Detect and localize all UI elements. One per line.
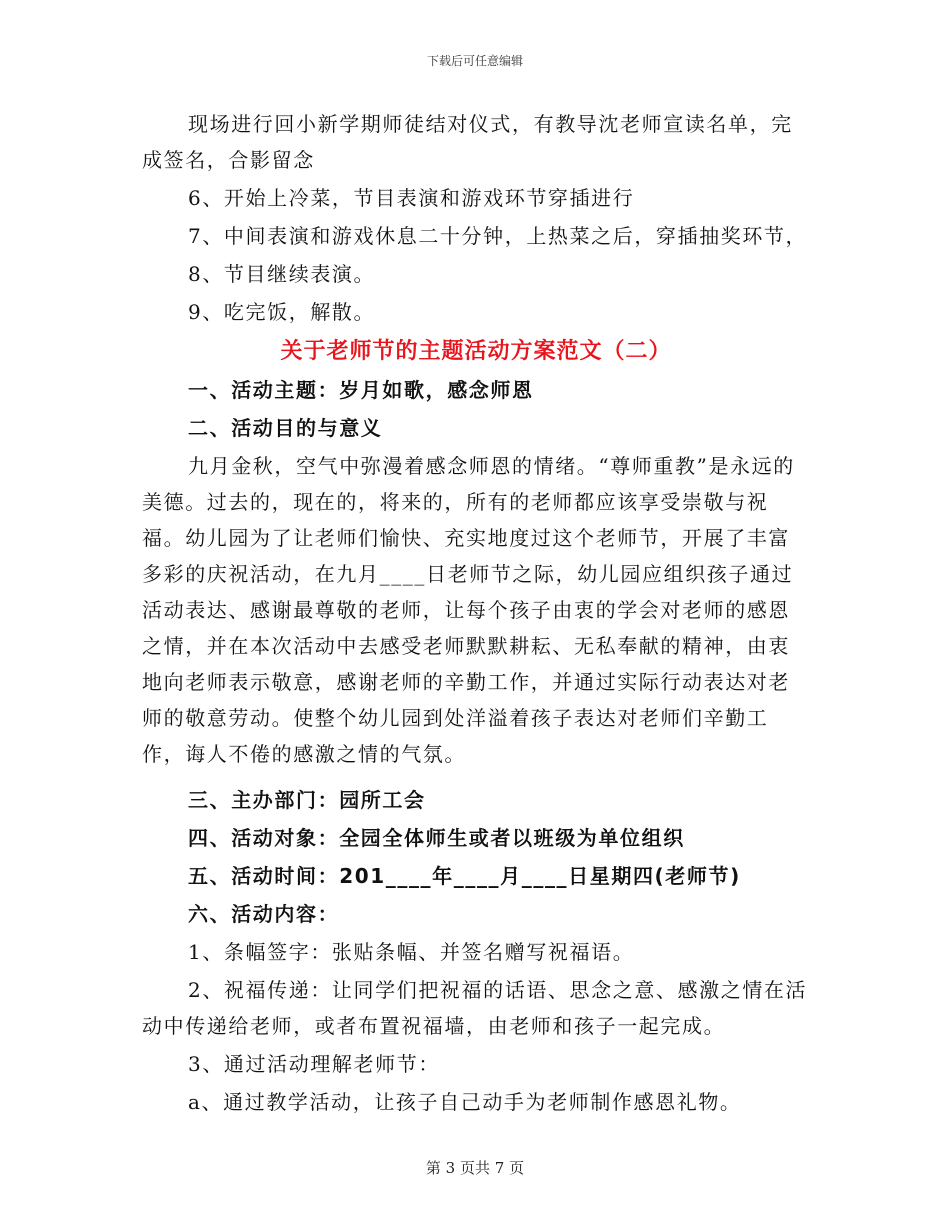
heading-organizer: 三、主办部门：园所工会 (188, 788, 426, 812)
section-title: 关于老师节的主题活动方案范文（二） (280, 339, 672, 364)
paragraph-ceremony: 现场进行回小新学期师徒结对仪式，有教导沈老师宣读名单，完成签名，合影留念 (142, 112, 793, 172)
paragraph-meaning: 九月金秋，空气中弥漫着感念师恩的情绪。“尊师重教”是永远的美德。过去的，现在的，将来的，所有的老师都应该享受崇敬与祝福。幼儿园为了让老师们愉快、充实地度过这个老师节，开展了丰富多彩的庆祝活动，在九月____日老师节之际，幼儿园应组织孩子通过活动表达、感谢最尊敬的老师，让每个孩子由衷的学会对老师的感恩之情，并在本次活动中去感受老师默默耕耘、无私奉献的精神，由衷地向老师表示敬意，感谢老师的辛勤工作，并通过实际行动表达对老师的敬意劳动。使整个幼儿园到处洋溢着孩子表达对老师们辛勤工作，诲人不倦的感激之情的气氛。 (142, 454, 795, 766)
heading-theme: 一、活动主题：岁月如歌，感念师恩 (188, 378, 534, 402)
heading-content: 六、活动内容： (188, 902, 340, 926)
page-footer: 第 3 页共 7 页 (425, 1159, 525, 1177)
heading-time: 五、活动时间：201____年____月____日星期四(老师节) (188, 864, 741, 888)
page-header: 下载后可任意编辑 (426, 54, 523, 68)
content-item-2: 2、祝福传递：让同学们把祝福的话语、思念之意、感激之情在活动中传递给老师，或者布置祝福墙，由老师和孩子一起完成。 (142, 978, 808, 1038)
list-item-9: 9、吃完饭，解散。 (188, 300, 376, 324)
heading-purpose: 二、活动目的与意义 (188, 416, 383, 440)
document-body (142, 106, 810, 1120)
heading-audience: 四、活动对象：全园全体师生或者以班级为单位组织 (188, 826, 685, 850)
list-item-6: 6、开始上冷菜，节目表演和游戏环节穿插进行 (188, 186, 635, 210)
content-item-1: 1、条幅签字：张贴条幅、并签名赠写祝福语。 (188, 940, 635, 964)
list-item-8: 8、节目继续表演。 (188, 262, 376, 286)
content-item-a: a、通过教学活动，让孩子自己动手为老师制作感恩礼物。 (188, 1090, 742, 1114)
content-item-3: 3、通过活动理解老师节： (188, 1052, 440, 1076)
list-item-7: 7、中间表演和游戏休息二十分钟，上热菜之后，穿插抽奖环节， (188, 224, 808, 248)
